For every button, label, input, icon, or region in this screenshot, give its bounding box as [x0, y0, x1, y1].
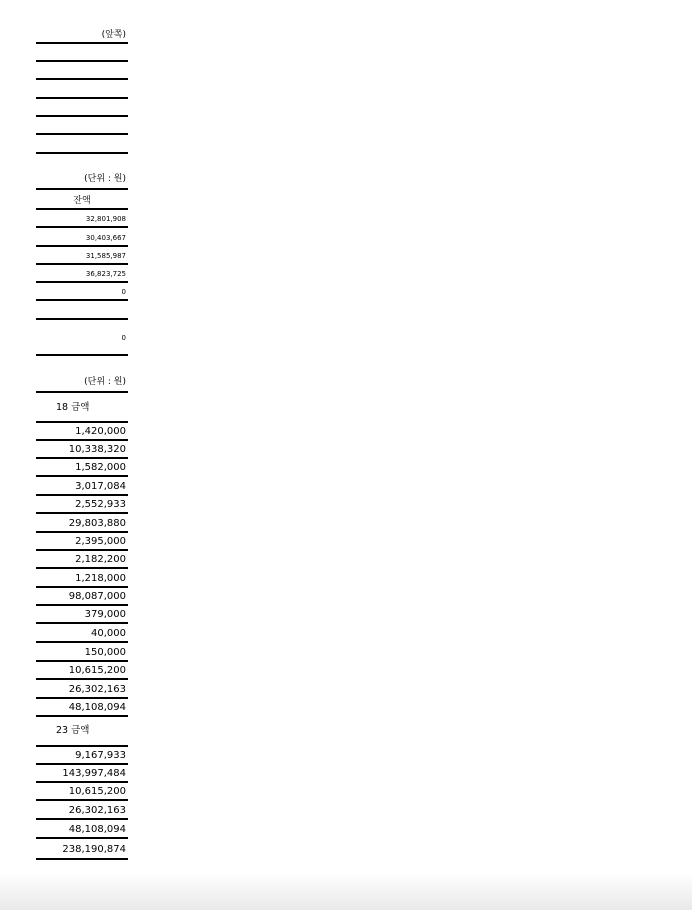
rule [36, 837, 128, 839]
amount-value: 48,108,094 [68, 702, 126, 713]
page-bottom-shadow [0, 872, 692, 910]
rule [36, 457, 128, 459]
rule [36, 78, 128, 80]
amount-value: 9,167,933 [75, 750, 126, 761]
rule [36, 421, 128, 423]
rule [36, 60, 128, 62]
rule [36, 549, 128, 551]
rule [36, 299, 128, 301]
rule [36, 697, 128, 699]
amount-value: 10,338,320 [68, 444, 126, 455]
rule [36, 763, 128, 765]
rule [36, 115, 128, 117]
balance-value: 0 [121, 288, 126, 296]
rule [36, 475, 128, 477]
balance-value: 36,823,725 [85, 270, 126, 278]
balance-value: 32,801,908 [85, 215, 126, 223]
front-side-label: (앞쪽) [101, 30, 126, 40]
rule [36, 42, 128, 44]
rule [36, 604, 128, 606]
group-label: 23 금액 [56, 725, 90, 736]
rule [36, 512, 128, 514]
amount-value: 143,997,484 [62, 768, 126, 779]
amount-value: 48,108,094 [68, 824, 126, 835]
total-value: 238,190,874 [62, 844, 126, 855]
rule [36, 622, 128, 624]
amount-value: 26,302,163 [68, 684, 126, 695]
balance-value: 0 [121, 334, 126, 342]
rule [36, 531, 128, 533]
amount-value: 98,087,000 [68, 591, 126, 602]
rule [36, 858, 128, 860]
balance-value: 30,403,667 [85, 234, 126, 242]
amount-value: 379,000 [84, 609, 126, 620]
rule [36, 263, 128, 265]
rule [36, 799, 128, 801]
rule [36, 818, 128, 820]
rule [36, 152, 128, 154]
rule [36, 391, 128, 393]
amount-value: 150,000 [84, 647, 126, 658]
amount-value: 29,803,880 [68, 518, 126, 529]
rule [36, 567, 128, 569]
rule [36, 678, 128, 680]
amount-value: 1,218,000 [75, 573, 126, 584]
rule [36, 318, 128, 320]
unit-label: (단위 : 원) [84, 377, 126, 387]
rule [36, 188, 128, 190]
rule [36, 281, 128, 283]
balance-column-header: 잔액 [73, 196, 91, 206]
amount-value: 2,182,200 [75, 554, 126, 565]
amount-value: 26,302,163 [68, 805, 126, 816]
amount-value: 10,615,200 [68, 786, 126, 797]
rule [36, 781, 128, 783]
unit-label: (단위 : 원) [84, 174, 126, 184]
amount-value: 10,615,200 [68, 665, 126, 676]
amount-value: 2,552,933 [75, 499, 126, 510]
rule [36, 586, 128, 588]
rule [36, 133, 128, 135]
balance-value: 31,585,987 [85, 252, 126, 260]
rule [36, 97, 128, 99]
rule [36, 354, 128, 356]
rule [36, 494, 128, 496]
rule [36, 660, 128, 662]
group-label: 18 금액 [56, 402, 90, 413]
amount-value: 40,000 [91, 628, 126, 639]
rule [36, 439, 128, 441]
rule [36, 245, 128, 247]
rule [36, 226, 128, 228]
amount-value: 2,395,000 [75, 536, 126, 547]
rule [36, 641, 128, 643]
rule [36, 208, 128, 210]
rule [36, 745, 128, 747]
amount-value: 3,017,084 [75, 481, 126, 492]
amount-value: 1,582,000 [75, 462, 126, 473]
rule [36, 715, 128, 717]
amount-value: 1,420,000 [75, 426, 126, 437]
